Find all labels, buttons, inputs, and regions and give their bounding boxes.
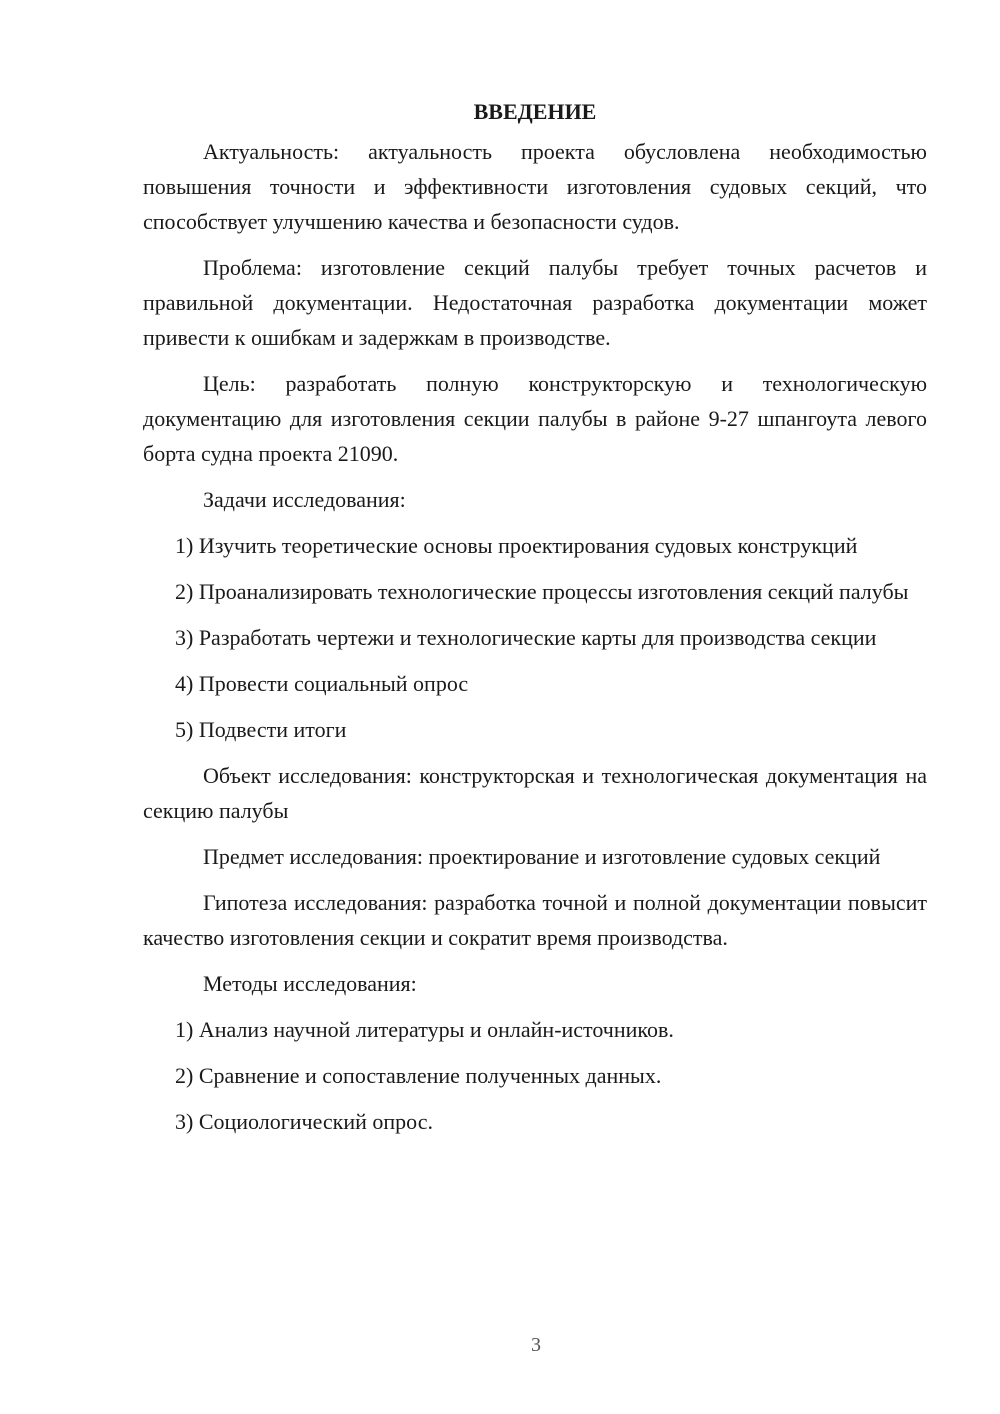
tasks-heading: Задачи исследования: [203, 487, 406, 512]
page-content [143, 96, 927, 1150]
task-item: 1) Изучить теоретические основы проектирования судовых конструкций [175, 533, 858, 558]
problem-paragraph: Проблема: изготовление секций палубы требует точных расчетов и правильной документации. Недостаточная разработка документации может привести к ошибкам и задержкам в производстве. [143, 255, 927, 350]
subject-paragraph: Предмет исследования: проектирование и изготовление судовых секций [203, 844, 881, 869]
page-number: 3 [531, 1334, 541, 1356]
method-item: 2) Сравнение и сопоставление полученных данных. [175, 1063, 662, 1088]
task-item: 5) Подвести итоги [175, 717, 347, 742]
task-item: 4) Провести социальный опрос [175, 671, 469, 696]
section-title: ВВЕДЕНИЕ [473, 99, 597, 124]
goal-paragraph: Цель: разработать полную конструкторскую и технологическую документацию для изготовления секции палубы в районе 9-27 шпангоута левого борта судна проекта 21090. [143, 371, 927, 466]
method-item: 1) Анализ научной литературы и онлайн-источников. [175, 1017, 674, 1042]
relevance-paragraph: Актуальность: актуальность проекта обусловлена необходимостью повышения точности и эффективности изготовления судовых секций, что способствует улучшению качества и безопасности судов. [143, 139, 927, 234]
method-item: 3) Социологический опрос. [175, 1109, 433, 1134]
hypothesis-paragraph: Гипотеза исследования: разработка точной и полной документации повысит качество изготовления секции и сократит время производства. [143, 890, 927, 950]
methods-heading: Методы исследования: [203, 971, 417, 996]
object-paragraph: Объект исследования: конструкторская и технологическая документация на секцию палубы [143, 763, 927, 823]
task-item: 2) Проанализировать технологические процессы изготовления секций палубы [175, 579, 909, 604]
task-item: 3) Разработать чертежи и технологические карты для производства секции [175, 625, 877, 650]
